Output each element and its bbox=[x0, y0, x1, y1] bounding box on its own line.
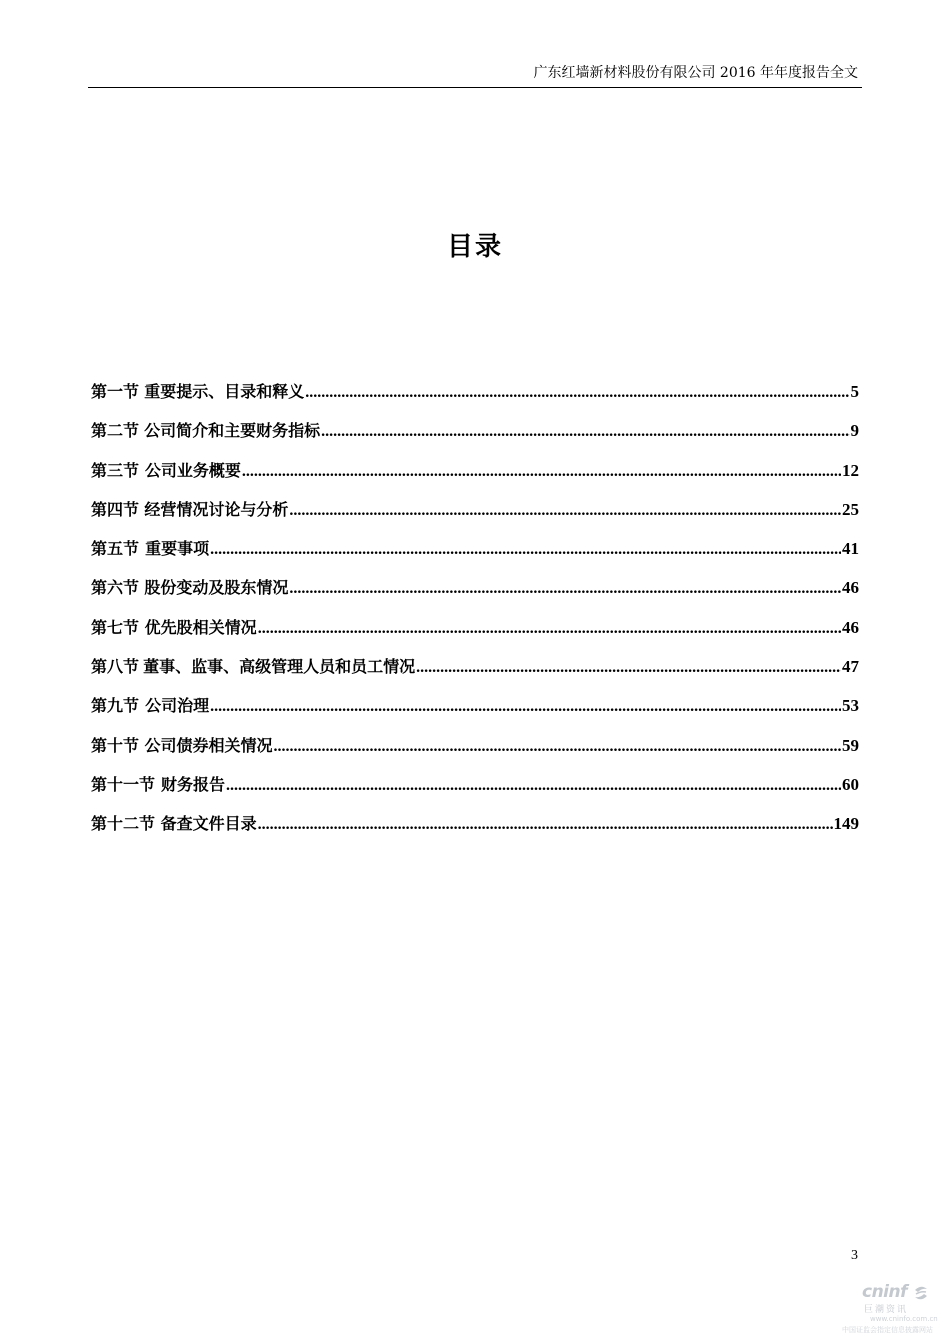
toc-leader-dots bbox=[258, 816, 833, 834]
page-number: 3 bbox=[851, 1248, 858, 1263]
toc-section-number: 第十节 bbox=[91, 735, 140, 755]
toc-leader-dots bbox=[210, 541, 841, 559]
toc-section-title: 公司治理 bbox=[145, 696, 210, 716]
header-text: 广东红墙新材料股份有限公司 2016 年年度报告全文 bbox=[533, 65, 858, 81]
toc-item[interactable] bbox=[91, 733, 859, 772]
toc-item[interactable] bbox=[91, 575, 859, 614]
cninfo-url: www.cninfo.com.cn bbox=[870, 1315, 938, 1323]
toc-section-number: 第六节 bbox=[91, 578, 140, 598]
toc-section-number: 第四节 bbox=[91, 499, 140, 519]
toc-section-number: 第一节 bbox=[91, 382, 140, 401]
toc-section-title: 公司简介和主要财务指标 bbox=[144, 421, 321, 441]
toc-leader-dots bbox=[242, 463, 841, 481]
toc-item[interactable] bbox=[91, 693, 859, 732]
toc-item[interactable] bbox=[91, 772, 859, 811]
toc-leader-dots bbox=[321, 423, 849, 441]
toc-section-title: 备查文件目录 bbox=[160, 814, 257, 834]
toc-section-title: 财务报告 bbox=[160, 774, 225, 794]
cninfo-watermark bbox=[840, 1282, 938, 1340]
toc-leader-dots bbox=[305, 384, 849, 402]
toc-item[interactable] bbox=[91, 536, 859, 575]
toc-item[interactable] bbox=[91, 418, 859, 457]
toc-section-title: 公司债券相关情况 bbox=[144, 735, 273, 755]
toc-page-number: 46 bbox=[842, 617, 859, 637]
toc-leader-dots bbox=[416, 659, 841, 677]
cninfo-cn-name: 巨潮资讯 bbox=[864, 1305, 909, 1315]
toc-item[interactable] bbox=[91, 811, 859, 850]
toc-section-title: 重要事项 bbox=[145, 539, 210, 559]
toc-section-number: 第十二节 bbox=[91, 814, 156, 834]
toc-leader-dots bbox=[226, 777, 841, 795]
toc-section-title: 公司业务概要 bbox=[144, 460, 241, 480]
toc-section-title: 优先股相关情况 bbox=[144, 617, 257, 637]
toc-page-number: 53 bbox=[842, 696, 859, 716]
toc-page-number: 60 bbox=[842, 774, 859, 794]
toc-leader-dots bbox=[289, 580, 841, 598]
toc-page-number: 149 bbox=[833, 814, 859, 834]
toc-page-number: 59 bbox=[842, 735, 859, 755]
toc-leader-dots bbox=[258, 620, 841, 638]
toc-page-number: 25 bbox=[842, 499, 859, 519]
toc-page-number: 41 bbox=[842, 539, 859, 559]
cninfo-logo-text: cninf bbox=[862, 1282, 908, 1302]
table-of-contents bbox=[91, 379, 859, 851]
toc-section-number: 第三节 bbox=[91, 460, 140, 480]
cninfo-tagline: 中国证监会指定信息披露网站 bbox=[842, 1326, 933, 1334]
toc-item[interactable] bbox=[91, 615, 859, 654]
toc-item[interactable] bbox=[91, 379, 859, 418]
header-rule bbox=[88, 87, 862, 88]
toc-section-number: 第七节 bbox=[91, 617, 140, 637]
toc-leader-dots bbox=[274, 738, 841, 756]
toc-section-number: 第八节 bbox=[91, 657, 140, 677]
toc-section-title: 经营情况讨论与分析 bbox=[144, 499, 289, 519]
toc-section-title: 股份变动及股东情况 bbox=[144, 578, 289, 598]
toc-item[interactable] bbox=[91, 654, 859, 693]
cninfo-swirl-icon bbox=[912, 1284, 930, 1302]
toc-section-number: 第二节 bbox=[91, 421, 140, 441]
toc-section-number: 第九节 bbox=[91, 696, 140, 716]
toc-page-number: 12 bbox=[842, 460, 859, 480]
toc-leader-dots bbox=[210, 698, 841, 716]
page-title: 目录 bbox=[446, 232, 503, 262]
toc-item[interactable] bbox=[91, 497, 859, 536]
toc-page-number: 9 bbox=[850, 421, 859, 441]
toc-section-number: 第十一节 bbox=[91, 774, 156, 794]
toc-page-number: 46 bbox=[842, 578, 859, 598]
toc-section-number: 第五节 bbox=[91, 539, 140, 559]
toc-page-number: 5 bbox=[850, 382, 859, 401]
toc-leader-dots bbox=[289, 502, 841, 520]
toc-section-title: 董事、监事、高级管理人员和员工情况 bbox=[143, 657, 416, 677]
toc-section-title: 重要提示、目录和释义 bbox=[144, 382, 305, 401]
toc-item[interactable] bbox=[91, 458, 859, 497]
toc-page-number: 47 bbox=[842, 657, 859, 677]
